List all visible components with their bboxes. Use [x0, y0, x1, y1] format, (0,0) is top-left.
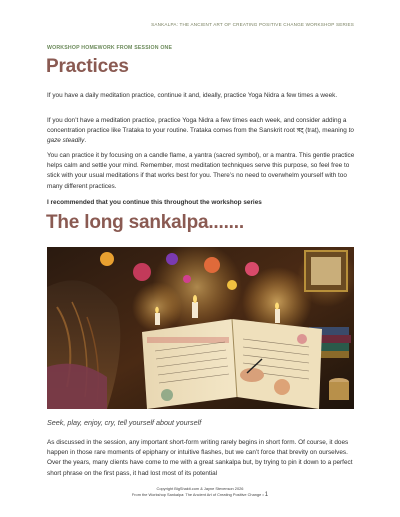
practices-paragraph-1: If you have a daily meditation practice, continue it and, ideally, practice Yoga Nidra a few times a week. — [47, 92, 338, 99]
para2-text-c: . — [84, 137, 87, 145]
photo-illustration — [47, 247, 354, 409]
sankalpa-paragraph: As discussed in the session, any important short-form writing rarely begins in short form. Of course, it does happen in those rare moments of epiphany or intuitive flashes, but we can’t force that brevity on ourselves. Over the years, many clients have come to me with a great sankalpa but, by trying to pin it down to a perfect short phrase on the first pass, it had lost most of its potential — [47, 439, 353, 477]
footer-source — [0, 492, 400, 498]
page-number: 1 — [264, 492, 269, 498]
para2-text-a: If you don’t have a meditation practice, practice Yoga Nidra a few times each week, and consider adding a concentration practice like Trataka to your routine. Trataka comes from the Sanskrit root — [47, 117, 347, 135]
para2-emphasis: to gaze steadily — [47, 127, 354, 145]
practices-heading: Practices — [46, 56, 129, 77]
photo-caption: Seek, play, enjoy, cry, tell yourself about yourself — [47, 418, 202, 427]
para2-text-b: (traṭ), meaning — [303, 127, 349, 135]
devanagari-root: त्रट् — [296, 127, 304, 135]
practices-paragraph-2 — [47, 116, 357, 147]
practices-recommendation: I recommended that you continue this throughout the workshop series — [47, 199, 262, 206]
section-label: WORKSHOP HOMEWORK FROM SESSION ONE — [47, 45, 173, 51]
sankalpa-heading: The long sankalpa....... — [46, 212, 244, 233]
journal-candles-photo — [47, 247, 354, 409]
footer-source-text: From the Workshop Sankalpa: The Ancient Art of Creating Positive Change • — [131, 492, 264, 498]
footer-copyright: Copyright BigShakti.com & Jayne Stevenson 2026 — [156, 486, 244, 491]
practices-paragraph-3: You can practice it by focusing on a candle flame, a yantra (sacred symbol), or a mantra. This gentle practice helps calm and settle your mind. Remember, most meditation techniques serve this purpose, so feel free to stick with your usual meditations if that works best for you. There’s no need to overwhelm yourself with too many different practices. — [47, 152, 355, 190]
running-header: SANKALPA: THE ANCIENT ART OF CREATING POSITIVE CHANGE WORKSHOP SERIES — [151, 22, 354, 27]
